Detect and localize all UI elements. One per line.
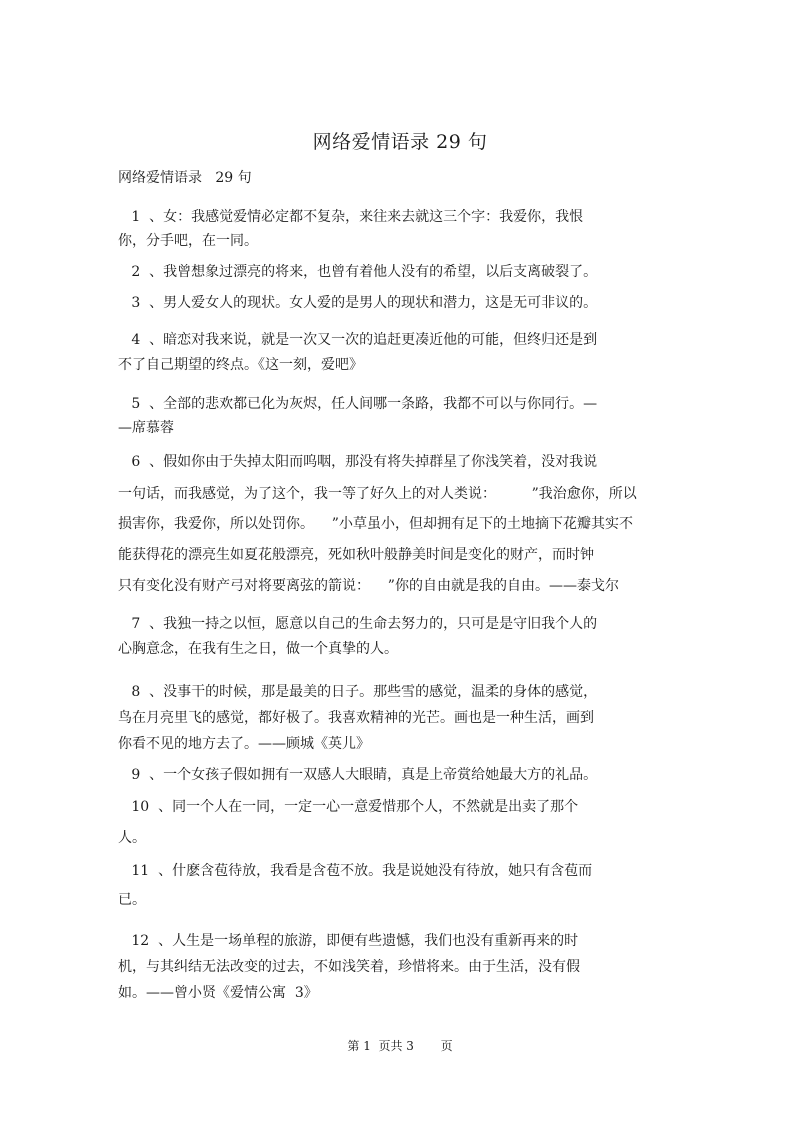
text-line: 你看不见的地方去了。——顾城《英儿》 [118,736,370,752]
text-line: 8 、没事干的时候，那是最美的日子。那些雪的感觉，温柔的身体的感觉， [118,684,598,700]
text-line: 4 、暗恋对我来说，就是一次又一次的追赶更凑近他的可能，但终归还是到 [118,332,598,348]
text-line: 你，分手吧，在一同。 [118,233,258,249]
text-line: 人。 [118,830,146,846]
text-line: 6 、假如你由于失掉太阳而呜咽，那没有将失掉群星了你浅笑着，没对我说 [118,454,598,470]
text-line: 5 、全部的悲欢都已化为灰烬，任人间哪一条路，我都不可以与你同行。— [118,396,598,412]
text-line: 7 、我独一持之以恒，愿意以自己的生命去努力的，只可是是守旧我个人的 [118,616,598,632]
text-line: 10 、同一个人在一同，一定一心一意爱惜那个人，不然就是出卖了那个 [118,799,579,815]
document-subtitle: 网络爱情语录 29 句 [118,170,252,186]
text-line: 不了自己期望的终点。《这一刻，爱吧》 [118,357,363,373]
text-line: 能获得花的漂亮生如夏花般漂亮，死如秋叶般静美时间是变化的财产，而时钟 [118,547,594,563]
text-line: 一句话，而我感觉，为了这个，我一等了好久上的对人类说： ”我治愈你，所以 [118,486,637,502]
text-line: 已。 [118,892,146,908]
text-line: —席慕蓉 [118,420,174,436]
text-line: 11 、什麽含苞待放，我看是含苞不放。我是说她没有待放，她只有含苞而 [118,863,593,879]
text-line: 损害你，我爱你，所以处罚你。 ”小草虽小，但却拥有足下的土地摘下花瓣其实不 [118,516,633,532]
text-line: 鸟在月亮里飞的感觉，都好极了。我喜欢精神的光芒。画也是一种生活，画到 [118,710,594,726]
text-line: 3 、男人爱女人的现状。女人爱的是男人的现状和潜力，这是无可非议的。 [118,295,598,311]
text-line: 9 、一个女孩子假如拥有一双感人大眼睛，真是上帝赏给她最大方的礼品。 [118,767,598,783]
text-line: 1 、女：我感觉爱情必定都不复杂，来往来去就这三个字：我爱你，我恨 [118,209,584,225]
page-title: 网络爱情语录 29 句 [312,131,488,153]
text-line: 只有变化没有财产弓对将要离弦的箭说： ”你的自由就是我的自由。——泰戈尔 [118,578,619,594]
text-line: 12 、人生是一场单程的旅游，即便有些遗憾，我们也没有重新再来的时 [118,933,579,949]
text-line: 如。——曾小贤《爱情公寓 3》 [118,985,318,1001]
page-footer: 第 1 页共 3 页 [347,1039,453,1053]
text-line: 2 、我曾想象过漂亮的将来，也曾有着他人没有的希望，以后支离破裂了。 [118,264,598,280]
text-line: 机，与其纠结无法改变的过去，不如浅笑着，珍惜将来。由于生活，没有假 [118,959,580,975]
text-line: 心胸意念，在我有生之日，做一个真挚的人。 [118,641,398,657]
